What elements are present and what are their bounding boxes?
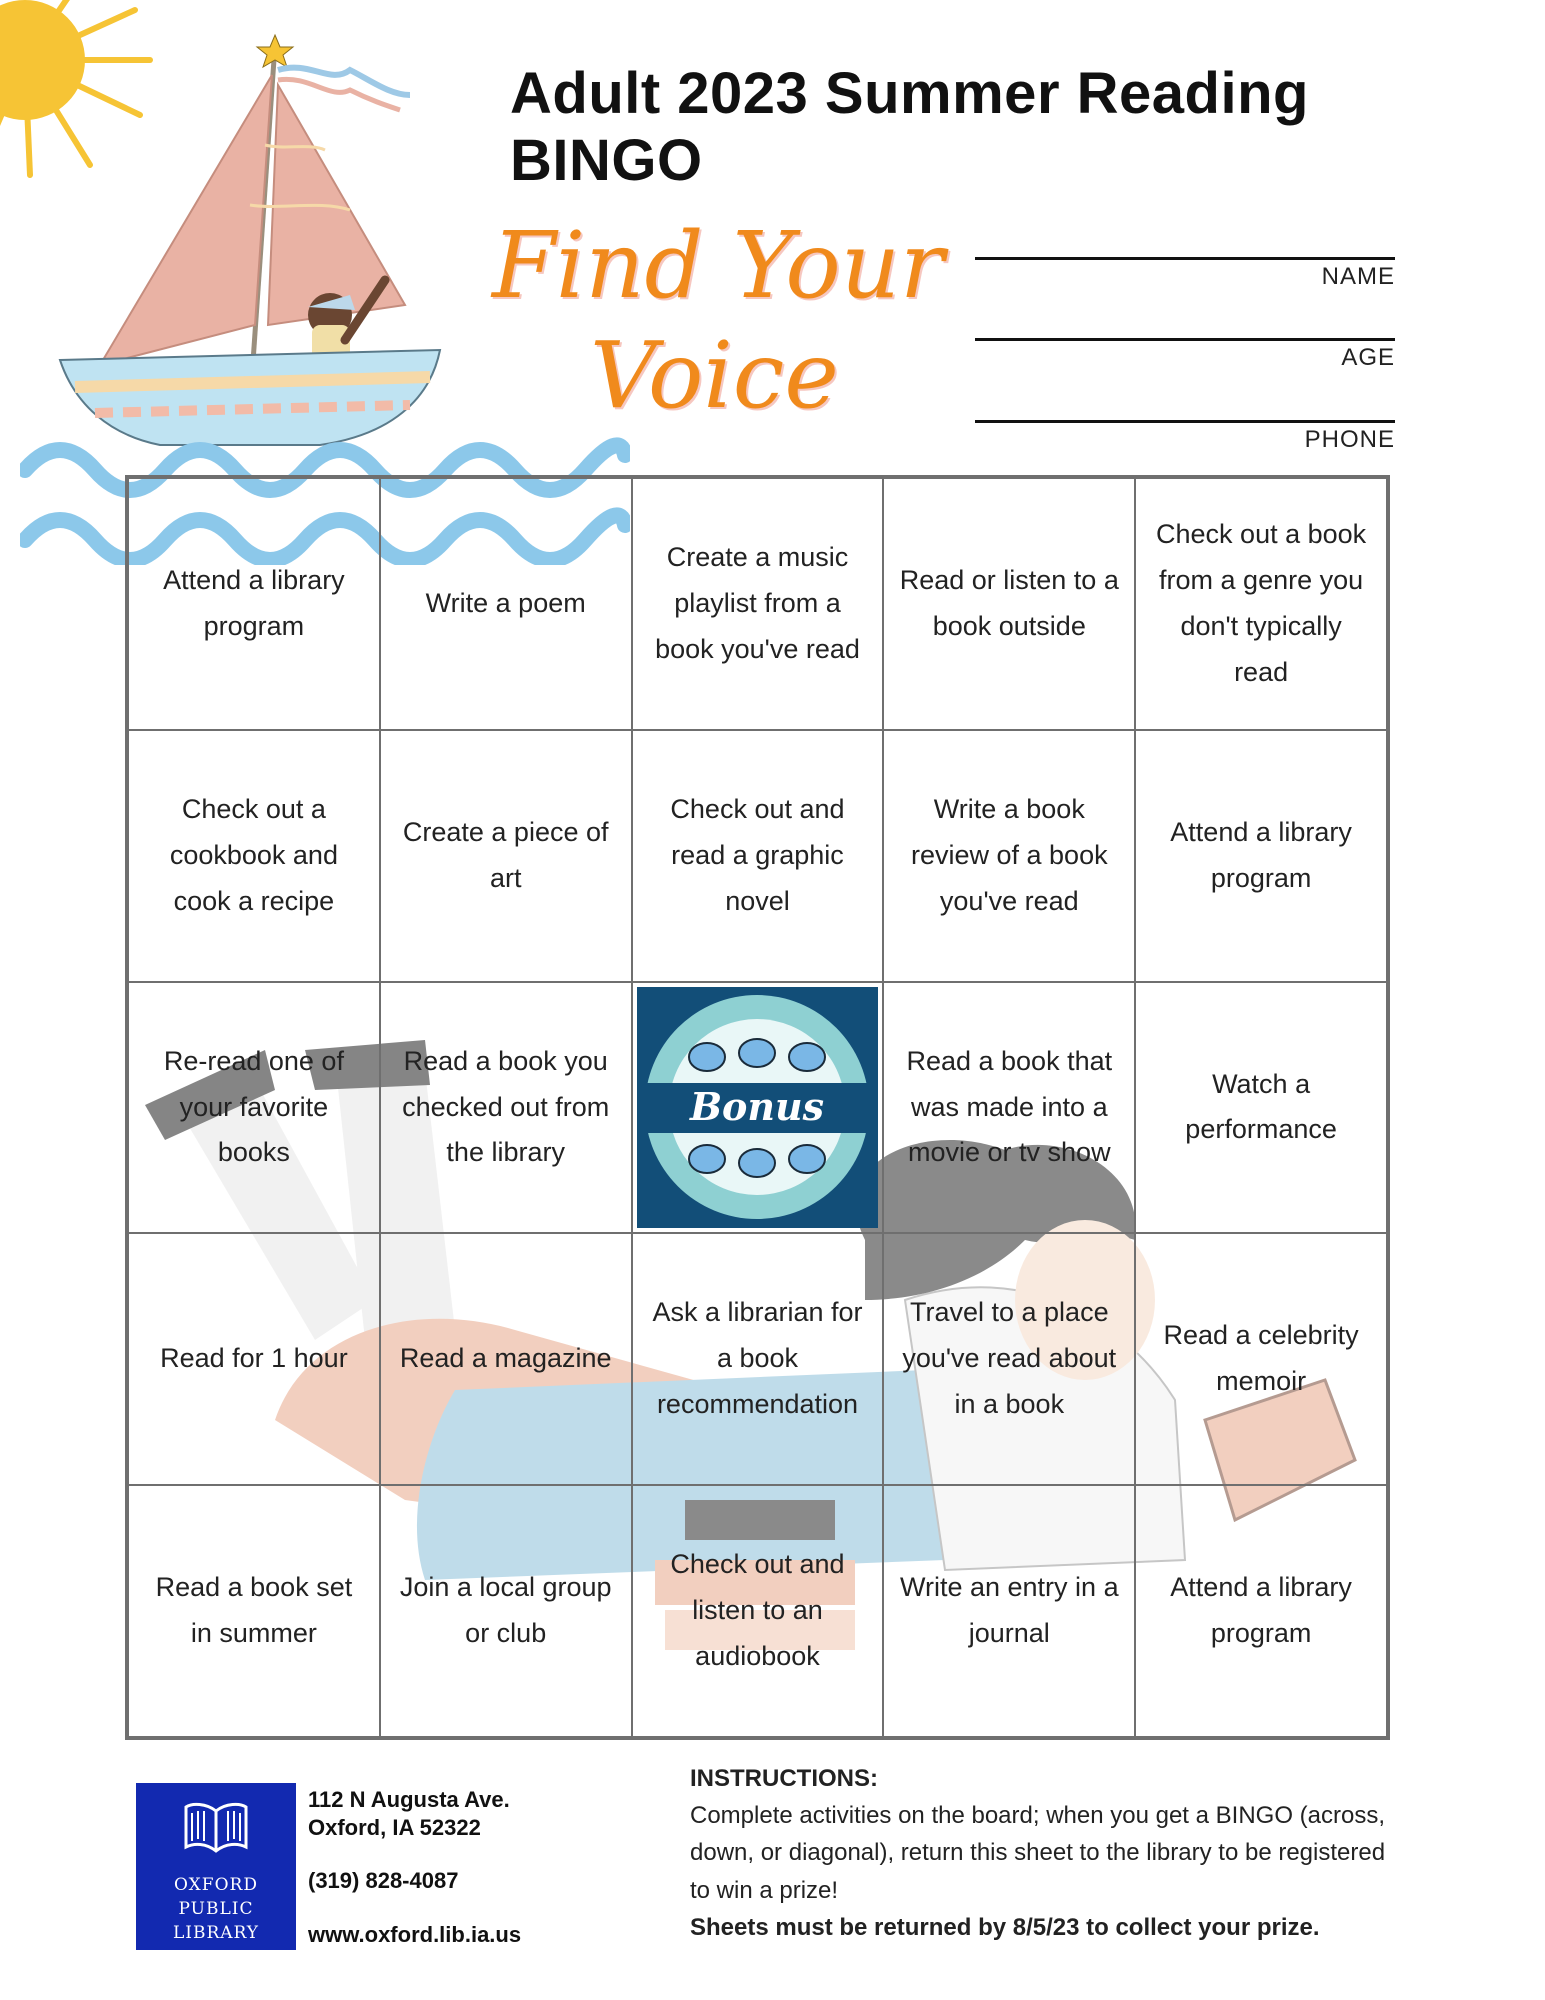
bingo-cell[interactable]: Create a music playlist from a book you've read — [632, 478, 884, 730]
logo-text-2: PUBLIC — [178, 1899, 254, 1919]
bingo-cell[interactable]: Join a local group or club — [380, 1485, 632, 1737]
name-line[interactable] — [975, 257, 1395, 260]
library-logo — [136, 1783, 296, 1950]
slogan-line-1: Find Your — [492, 212, 945, 319]
bingo-cell[interactable]: Read a celebrity memoir — [1135, 1233, 1387, 1485]
bingo-cell[interactable]: Ask a librarian for a book recommendation — [632, 1233, 884, 1485]
age-line[interactable] — [975, 338, 1395, 341]
bingo-cell[interactable]: Re-read one of your favorite books — [128, 982, 380, 1234]
bingo-cell[interactable]: Read a book set in summer — [128, 1485, 380, 1737]
bingo-cell[interactable]: Read or listen to a book outside — [883, 478, 1135, 730]
open-book-icon — [184, 1801, 248, 1853]
bingo-cell[interactable]: Check out and read a graphic novel — [632, 730, 884, 982]
name-label: NAME — [1321, 263, 1395, 290]
bingo-cell[interactable]: Check out and listen to an audiobook — [632, 1485, 884, 1737]
bingo-cell[interactable]: Attend a library program — [1135, 1485, 1387, 1737]
bonus-label: Bonus — [690, 1084, 825, 1130]
bingo-cell[interactable]: Read for 1 hour — [128, 1233, 380, 1485]
bonus-bird-badge-icon — [637, 987, 877, 1227]
instructions — [690, 1760, 1410, 1946]
bingo-board — [125, 475, 1390, 1740]
logo-text-1: OXFORD — [174, 1875, 258, 1895]
website-link[interactable]: www.oxford.lib.ia.us — [308, 1922, 522, 1947]
bingo-cell[interactable]: Read a book you checked out from the library — [380, 982, 632, 1234]
address-line-1: 112 N Augusta Ave. — [308, 1787, 510, 1812]
bonus-badge — [637, 987, 879, 1229]
instructions-body: Complete activities on the board; when you get a BINGO (across, down, or diagonal), return this sheet to the library to be registered to win a prize! — [690, 1802, 1386, 1904]
logo-text-3: LIBRARY — [172, 1923, 260, 1943]
phone-label: PHONE — [1304, 426, 1395, 453]
bingo-cell[interactable]: Attend a library program — [1135, 730, 1387, 982]
bingo-cell[interactable]: Write a book review of a book you've read — [883, 730, 1135, 982]
bingo-cell[interactable]: Attend a library program — [128, 478, 380, 730]
phone-number: (319) 828-4087 — [308, 1868, 459, 1893]
page-title: Adult 2023 Summer Reading BINGO — [510, 61, 1309, 193]
bingo-cell[interactable]: Write an entry in a journal — [883, 1485, 1135, 1737]
address-line-2: Oxford, IA 52322 — [308, 1815, 481, 1840]
bingo-cell[interactable]: Read a magazine — [380, 1233, 632, 1485]
sailboat-illustration — [50, 25, 450, 465]
slogan-line-2: Voice — [590, 322, 839, 429]
instructions-deadline: Sheets must be returned by 8/5/23 to collect your prize. — [690, 1913, 1320, 1941]
bonus-cell[interactable] — [632, 982, 884, 1234]
bingo-cell[interactable]: Watch a performance — [1135, 982, 1387, 1234]
instructions-heading: INSTRUCTIONS: — [690, 1765, 878, 1792]
bingo-cell[interactable]: Write a poem — [380, 478, 632, 730]
age-label: AGE — [1341, 344, 1395, 371]
phone-line[interactable] — [975, 420, 1395, 423]
bingo-cell[interactable]: Check out a book from a genre you don't typically read — [1135, 478, 1387, 730]
bingo-cell[interactable]: Create a piece of art — [380, 730, 632, 982]
bingo-cell[interactable]: Check out a cookbook and cook a recipe — [128, 730, 380, 982]
bingo-cell[interactable]: Travel to a place you've read about in a book — [883, 1233, 1135, 1485]
bingo-cell[interactable]: Read a book that was made into a movie or tv show — [883, 982, 1135, 1234]
